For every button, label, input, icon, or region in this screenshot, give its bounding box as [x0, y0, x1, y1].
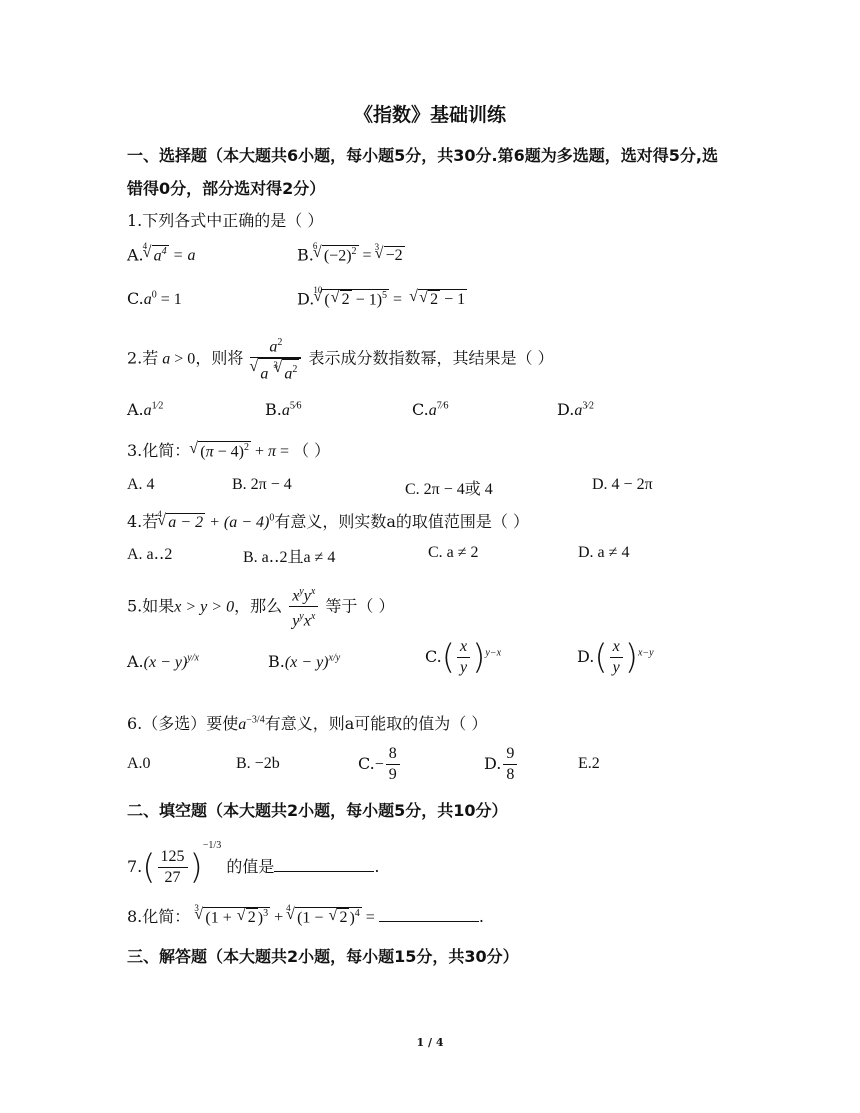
q5-option-a: $A.(x - y)^{y/x}$ [127, 652, 199, 671]
q1-option-c: $C.a^0 = 1$ [127, 289, 182, 308]
q5-option-b: $B.(x - y)^{x/y}$ [268, 652, 341, 671]
q2-fraction: $a^2$ √ a 3 √ $a^2$ [250, 333, 301, 385]
question-3-stem: 3.化简：√ $(\pi - 4)^2 + \pi$ = （ ） [127, 438, 330, 461]
q6-option-c: C.− $\frac{8}{9}$ [358, 744, 402, 785]
q4-option-c: C. a ≠ 2 [428, 544, 479, 561]
q6-option-b: B. −2b [236, 755, 280, 772]
q8-answer-blank[interactable] [379, 907, 479, 922]
question-8-stem: 8.化简： 3 √ (1 + √ 2 )$^3$ + 4 √ (1 − √ 2 )$^4$ = . [127, 904, 484, 927]
question-1-stem: 1.下列各式中正确的是（ ） [127, 211, 324, 230]
q2-option-c: $C.a^{7⁄6}$ [412, 400, 449, 419]
q5-fraction: $\frac{x^yy^x}{y^yx^x}$ [289, 582, 318, 632]
question-7-stem: 7.( $\frac{125}{27}$ )$^{-1/3}$ 的值是 . [127, 840, 380, 888]
q3-option-b: B. 2π − 4 [232, 476, 292, 493]
question-2-stem: 2.若 a > 0，则将 $a^2$ √ a 3 √ $a^2$ 表示成分数指数幂，其结果是（ ） [127, 333, 554, 385]
q7-answer-blank[interactable] [274, 857, 374, 872]
q6-option-a: A.0 [127, 755, 151, 772]
section-1-header-line1: 一、选择题（本大题共6小题，每小题5分，共30分.第6题为多选题，选对得5分,选 [127, 146, 718, 165]
q3-option-c: C. 2π − 4或 4 [405, 481, 493, 498]
q5-option-c: C.( $\frac{x}{y}$ )$^{y-x}$ [425, 637, 502, 678]
page-title: 《指数》基础训练 [353, 104, 506, 126]
q1-option-b: B. 6 √ $(-2)^2$ = 3 √ −2 [297, 245, 405, 265]
section-1-header-line2: 错得0分，部分选对得2分） [127, 179, 326, 198]
page-number: 1 / 4 [416, 1036, 444, 1049]
q2-option-a: $A.a^{1⁄2}$ [127, 400, 164, 419]
question-4-stem: 4.若 4 √ $a - 2 + (a - 4)^0$有意义，则实数a的取值范围是（ ） [127, 509, 529, 532]
question-6-stem: 6.（多选）要使$a^{-3/4}$有意义，则a可能取的值为（ ） [127, 714, 488, 733]
q1-option-a: A. 4 √ $a^4 = a$ [127, 245, 195, 265]
q2-option-d: $D.a^{3⁄2}$ [557, 400, 595, 419]
q4-option-a: A. a‥2 [127, 546, 173, 563]
q3-option-d: D. 4 − 2π [592, 476, 653, 493]
q5-option-d: D.( $\frac{x}{y}$ )$^{x-y}$ [577, 637, 654, 678]
q6-option-d: D. $\frac{9}{8}$ [484, 744, 519, 785]
question-5-stem: 5.如果x > y > 0，那么 $\frac{x^yy^x}{y^yx^x}$ 等于（ ） [127, 582, 395, 632]
q4-option-b: B. a‥2且a ≠ 4 [243, 549, 336, 566]
q2-option-b: $B.a^{5⁄6}$ [265, 400, 302, 419]
q4-option-d: D. a ≠ 4 [578, 544, 630, 561]
q1-option-d: D. 10 √ (√ 2 − 1)$^5$ = √ √ 2 − 1 [297, 289, 467, 309]
section-3-header: 三、解答题（本大题共2小题，每小题15分，共30分） [127, 947, 519, 966]
q3-option-a: A. 4 [127, 476, 155, 493]
section-2-header: 二、填空题（本大题共2小题，每小题5分，共10分） [127, 801, 508, 820]
q6-option-e: E.2 [578, 755, 600, 772]
